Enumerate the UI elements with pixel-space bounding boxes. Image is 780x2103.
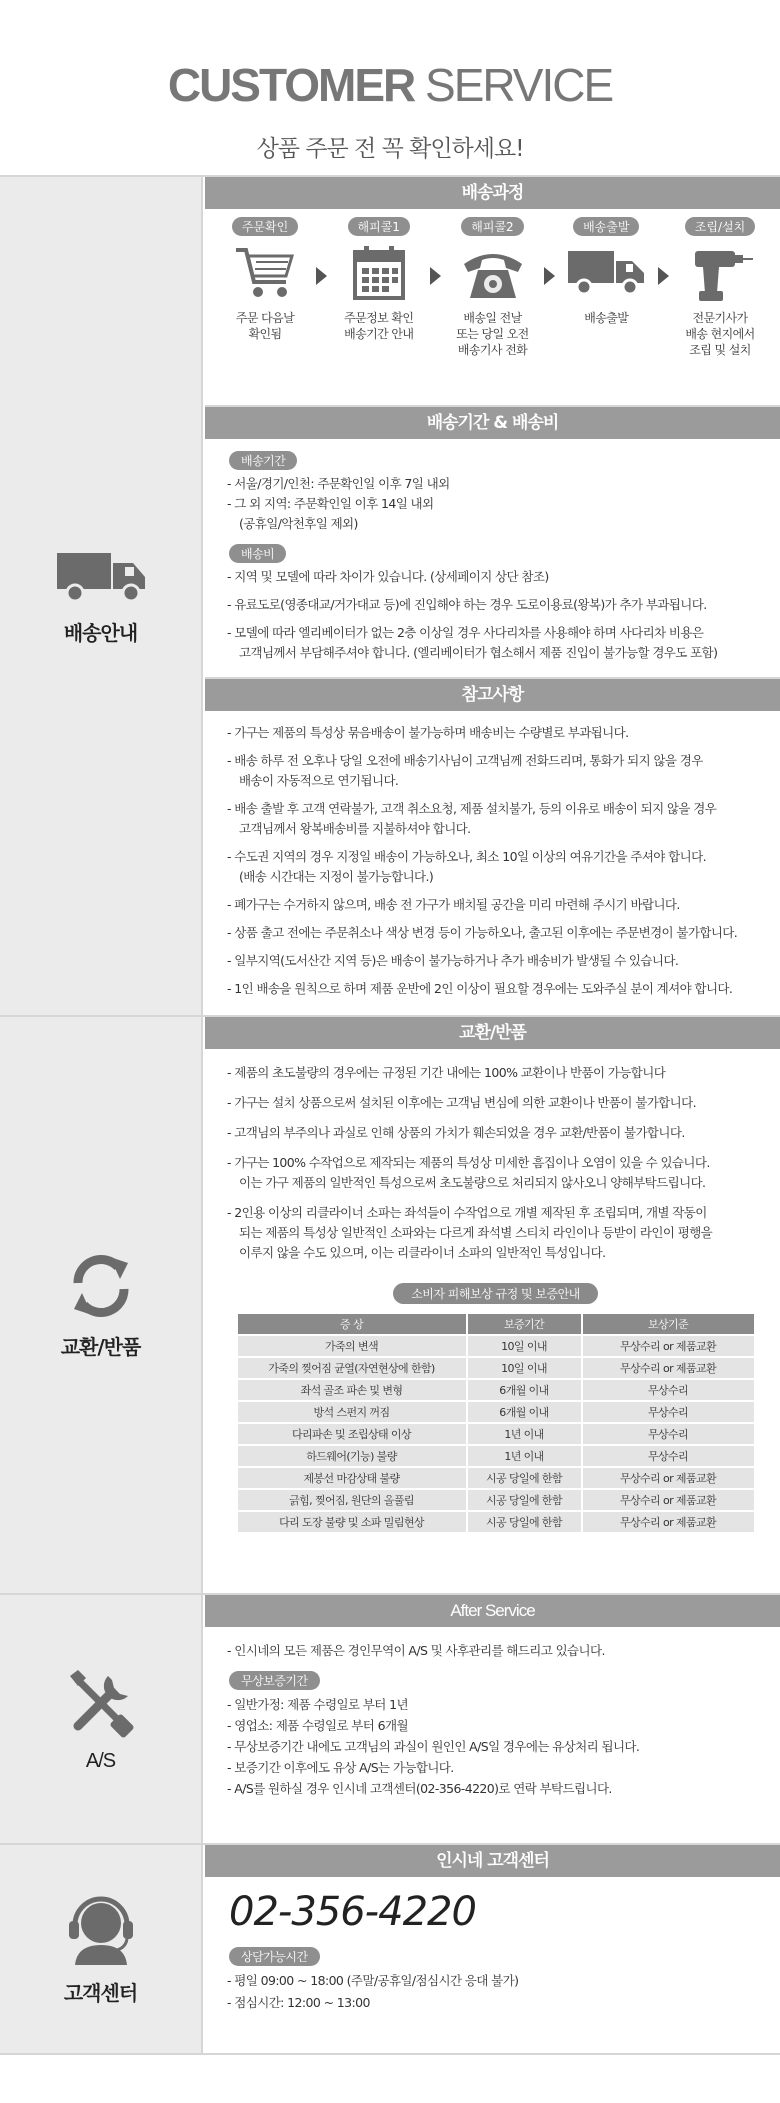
step-tag: 해피콜1 — [348, 217, 410, 236]
exchange-content — [205, 1017, 780, 1593]
period-pill: 배송기간 — [229, 451, 297, 470]
step-departure — [560, 217, 652, 405]
table-cell: 10일 이내 — [467, 1357, 582, 1379]
table-cell: 다리 도장 불량 및 소파 밀림현상 — [237, 1511, 467, 1533]
as-side — [0, 1595, 203, 1843]
table-row — [237, 1489, 755, 1511]
as-content — [205, 1595, 780, 1843]
table-cell: 하드웨어(기능) 불량 — [237, 1445, 467, 1467]
exchange-item: - 가구는 100% 수작업으로 제작되는 제품의 특성상 미세한 흠집이나 오염이 있을 수 있습니다. 이는 가구 제품의 일반적인 특성으로써 초도불량으로 처리되지 않사오니 양해부탁드립니다. — [227, 1155, 710, 1190]
refresh-icon — [66, 1251, 136, 1321]
note-item: - 배송 하루 전 오후나 당일 오전에 배송기사님이 고객님께 전화드리며, 통화가 되지 않을 경우 배송이 자동적으로 연기됩니다. — [227, 753, 703, 788]
table-cell: 6개월 이내 — [467, 1401, 582, 1423]
period-panel — [205, 405, 780, 671]
compensation-table-title: 소비자 피해보상 규정 및 보증안내 — [227, 1283, 764, 1304]
arrow-icon — [544, 267, 555, 285]
step-happycall-2 — [447, 217, 539, 405]
period-item: - 그 외 지역: 주문확인일 이후 14일 내외 — [227, 496, 434, 511]
table-header: 보상기준 — [582, 1313, 755, 1335]
table-cell: 제봉선 마감상태 불량 — [237, 1467, 467, 1489]
table-cell: 가죽의 변색 — [237, 1335, 467, 1357]
table-cell: 무상수리 or 제품교환 — [582, 1467, 755, 1489]
note-item: - 가구는 제품의 특성상 묶음배송이 불가능하며 배송비는 수량별로 부과됩니다. — [227, 725, 629, 740]
cart-icon — [234, 244, 296, 302]
exchange-item: - 2인용 이상의 리클라이너 소파는 좌석들이 수작업으로 개별 제작된 후 조립되며, 개별 작동이 되는 제품의 특성상 일반적인 소파와는 다르게 좌석별 스티치 라인이나 등받이 라인이 평행을 이루지 않을 수도 있으며, 이는 리클라이너 소파의 일반적인 특성입니다. — [227, 1205, 713, 1260]
as-item: - 일반가정: 제품 수령일로 부터 1년 — [227, 1697, 408, 1712]
as-section — [0, 1593, 780, 1843]
exchange-item: - 가구는 설치 상품으로써 설치된 이후에는 고객님 변심에 의한 교환이나 반품이 불가합니다. — [227, 1095, 696, 1110]
center-title: 인시네 고객센터 — [205, 1845, 780, 1877]
exchange-section — [0, 1015, 780, 1593]
table-cell: 무상수리 or 제품교환 — [582, 1511, 755, 1533]
note-item: - 폐가구는 수거하지 않으며, 배송 전 가구가 배치될 공간을 미리 마련해 주시기 바랍니다. — [227, 897, 680, 912]
table-row — [237, 1379, 755, 1401]
note-item: - 일부지역(도서산간 지역 등)은 배송이 불가능하거나 추가 배송비가 발생될 수 있습니다. — [227, 953, 679, 968]
calendar-icon — [352, 244, 406, 302]
table-cell: 무상수리 or 제품교환 — [582, 1357, 755, 1379]
table-row — [237, 1423, 755, 1445]
table-cell: 긁힘, 찢어짐, 원단의 올풀림 — [237, 1489, 467, 1511]
tools-icon — [64, 1666, 138, 1740]
period-title: 배송기간 & 배송비 — [205, 407, 780, 439]
table-cell: 무상수리 or 제품교환 — [582, 1489, 755, 1511]
table-cell: 무상수리 — [582, 1445, 755, 1467]
table-header: 증 상 — [237, 1313, 467, 1335]
table-cell: 6개월 이내 — [467, 1379, 582, 1401]
period-item: - 서울/경기/인천: 주문확인일 이후 7일 내외 — [227, 476, 450, 491]
delivery-section — [0, 175, 780, 1015]
arrow-icon — [658, 267, 669, 285]
hours-item: - 점심시간: 12:00 ~ 13:00 — [227, 1995, 370, 2010]
exchange-item: - 제품의 초도불량의 경우에는 규정된 기간 내에는 100% 교환이나 반품이 가능합니다 — [227, 1065, 666, 1080]
table-row — [237, 1357, 755, 1379]
table-cell: 1년 이내 — [467, 1423, 582, 1445]
table-header: 보증기간 — [467, 1313, 582, 1335]
step-tag: 해피콜2 — [461, 217, 523, 236]
table-cell: 무상수리 — [582, 1379, 755, 1401]
drill-icon — [685, 243, 755, 303]
center-side-label: 고객센터 — [63, 1980, 138, 2005]
step-desc: 배송일 전날 또는 당일 오전 배송기사 전화 — [456, 311, 529, 357]
table-cell: 다리파손 및 조립상태 이상 — [237, 1423, 467, 1445]
compensation-table — [236, 1312, 756, 1534]
delivery-side-label: 배송안내 — [63, 620, 138, 645]
step-desc: 주문정보 확인 배송기간 안내 — [344, 311, 414, 341]
step-happycall-1 — [333, 217, 425, 405]
table-row — [237, 1511, 755, 1533]
note-item: - 수도권 지역의 경우 지정일 배송이 가능하오나, 최소 10일 이상의 여유기간을 주셔야 합니다. (배송 시간대는 지정이 불가능합니다.) — [227, 849, 706, 884]
as-side-label: A/S — [85, 1749, 116, 1772]
delivery-side — [0, 177, 203, 1015]
table-row — [237, 1445, 755, 1467]
table-cell: 무상수리 or 제품교환 — [582, 1335, 755, 1357]
as-item: - 무상보증기간 내에도 고객님의 과실이 원인인 A/S일 경우에는 유상처리 됩니다. — [227, 1739, 640, 1754]
exchange-side-label: 교환/반품 — [60, 1334, 141, 1359]
notes-title: 참고사항 — [205, 679, 780, 711]
center-side — [0, 1845, 203, 2053]
as-intro: - 인시네의 모든 제품은 경인무역이 A/S 및 사후관리를 해드리고 있습니다. — [227, 1643, 605, 1658]
period-item: (공휴일/악천후일 제외) — [239, 516, 358, 531]
phone-number: 02-356-4220 — [229, 1889, 476, 1935]
note-item: - 상품 출고 전에는 주문취소나 색상 변경 등이 가능하오나, 출고된 이후에는 주문변경이 불가합니다. — [227, 925, 738, 940]
table-cell: 시공 당일에 한함 — [467, 1467, 582, 1489]
header — [0, 0, 780, 175]
step-desc: 배송출발 — [584, 311, 629, 325]
table-cell: 1년 이내 — [467, 1445, 582, 1467]
step-assembly — [674, 217, 766, 405]
table-cell: 10일 이내 — [467, 1335, 582, 1357]
arrow-icon — [316, 267, 327, 285]
exchange-side — [0, 1017, 203, 1593]
step-order — [219, 217, 311, 405]
as-item: - 보증기간 이후에도 유상 A/S는 가능합니다. — [227, 1760, 454, 1775]
arrow-icon — [430, 267, 441, 285]
warranty-pill: 무상보증기간 — [229, 1671, 320, 1690]
exchange-item: - 고객님의 부주의나 과실로 인해 상품의 가치가 훼손되었을 경우 교환/반품이 불가합니다. — [227, 1125, 685, 1140]
exchange-title: 교환/반품 — [205, 1017, 780, 1049]
as-item: - A/S를 원하실 경우 인시네 고객센터(02-356-4220)로 연락 부탁드립니다. — [227, 1781, 612, 1796]
table-cell: 무상수리 — [582, 1423, 755, 1445]
hours-item: - 평일 09:00 ~ 18:00 (주말/공휴일/점심시간 응대 불가) — [227, 1973, 519, 1988]
table-row — [237, 1467, 755, 1489]
phone-icon — [460, 244, 526, 302]
page-title: CUSTOMER SERVICE — [167, 59, 613, 111]
fee-item: - 모델에 따라 엘리베이터가 없는 2층 이상일 경우 사다리차를 사용해야 하며 사다리차 비용은 고객님께서 부담해주셔야 합니다. (엘리베이터가 협소해서 제품 진입이 불가능할 경우도 포함) — [227, 625, 718, 660]
note-item: - 배송 출발 후 고객 연락불가, 고객 취소요청, 제품 설치불가, 등의 이유로 배송이 되지 않을 경우 고객님께서 왕복배송비를 지불하셔야 합니다. — [227, 801, 717, 836]
notes-panel — [205, 677, 780, 1007]
step-tag: 배송출발 — [573, 217, 639, 236]
table-cell: 무상수리 — [582, 1401, 755, 1423]
process-steps — [205, 209, 780, 405]
fee-item: - 지역 및 모델에 따라 차이가 있습니다. (상세페이지 상단 참조) — [227, 569, 549, 584]
delivery-content — [205, 177, 780, 1015]
fee-item: - 유료도로(영종대교/거가대교 등)에 진입해야 하는 경우 도로이용료(왕복)가 추가 부과됩니다. — [227, 597, 707, 612]
center-section — [0, 1843, 780, 2055]
step-tag: 주문확인 — [232, 217, 298, 236]
step-desc: 전문기사가 배송 현지에서 조립 및 설치 — [685, 311, 755, 357]
hours-pill: 상담가능시간 — [229, 1947, 320, 1966]
table-row — [237, 1335, 755, 1357]
fee-pill: 배송비 — [229, 544, 286, 563]
table-cell: 가죽의 찢어짐 균열(자연현상에 한함) — [237, 1357, 467, 1379]
as-item: - 영업소: 제품 수령일로 부터 6개월 — [227, 1718, 408, 1733]
truck-icon — [53, 547, 149, 607]
as-title: After Service — [205, 1595, 780, 1627]
process-title: 배송과정 — [205, 177, 780, 209]
note-item: - 1인 배송을 원칙으로 하며 제품 운반에 2인 이상이 필요할 경우에는 도와주실 분이 계셔야 합니다. — [227, 981, 733, 996]
table-cell: 좌석 골조 파손 및 변형 — [237, 1379, 467, 1401]
table-cell: 방석 스펀지 꺼짐 — [237, 1401, 467, 1423]
truck-icon — [566, 247, 646, 299]
table-cell: 시공 당일에 한함 — [467, 1489, 582, 1511]
step-desc: 주문 다음날 확인됨 — [235, 311, 295, 341]
table-cell: 시공 당일에 한함 — [467, 1511, 582, 1533]
headset-icon — [65, 1893, 137, 1967]
table-row — [237, 1401, 755, 1423]
step-tag: 조립/설치 — [685, 217, 755, 236]
center-content — [205, 1845, 780, 2053]
page-subtitle: 상품 주문 전 꼭 확인하세요! — [256, 136, 524, 162]
